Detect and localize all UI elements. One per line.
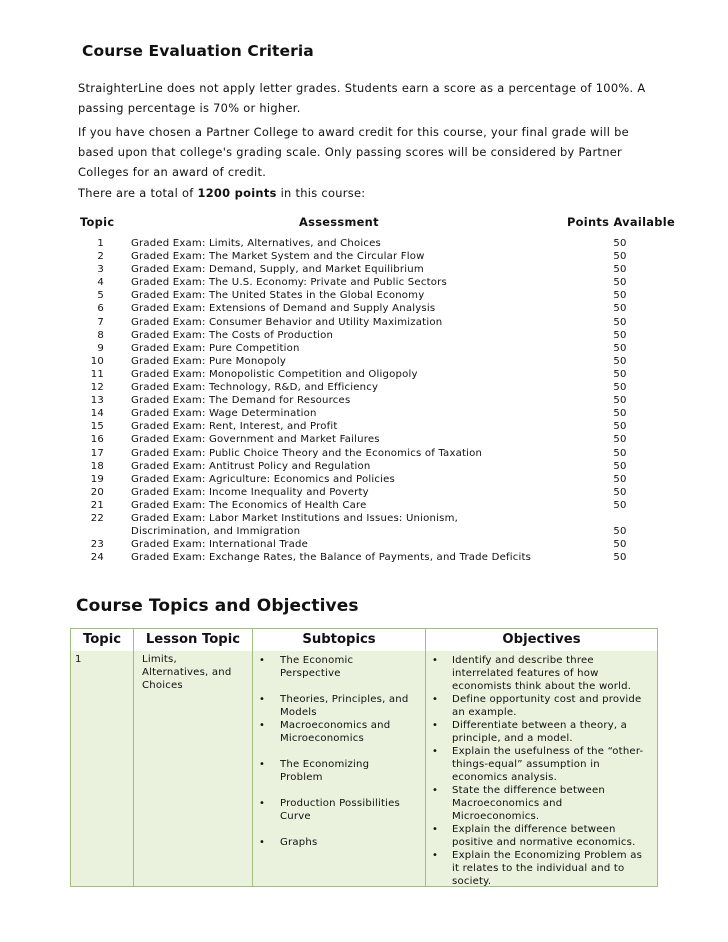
table-row (0, 250, 728, 263)
objective-text (452, 693, 653, 719)
bullet-icon: • (432, 720, 439, 731)
objectives-column (426, 629, 657, 886)
table-row (0, 316, 728, 329)
subtopic-line: The Economic (280, 655, 354, 666)
row-assessment: Graded Exam: Pure Monopoly (131, 355, 287, 367)
table-row (0, 473, 728, 486)
table-row (0, 263, 728, 276)
subtopics-cell (253, 651, 425, 886)
objective-line: Identify and describe three (452, 655, 594, 666)
bullet-icon: • (432, 850, 439, 861)
subtopic-line: Microeconomics (280, 733, 364, 745)
table-row (0, 302, 728, 315)
row-points: 50 (613, 251, 627, 263)
total-prefix: There are a total of (78, 186, 198, 200)
subtopic-line: Macroeconomics and (280, 720, 391, 731)
table-row (0, 512, 728, 538)
objective-text (452, 849, 653, 888)
total-points-sentence (78, 183, 678, 203)
row-topic-number: 21 (90, 499, 104, 511)
lesson-line: Limits, (142, 654, 177, 665)
bullet-icon: • (259, 694, 266, 705)
bullet-icon: • (259, 720, 266, 731)
row-points: 50 (613, 552, 627, 564)
table-row (0, 237, 728, 250)
row-assessment: Graded Exam: Limits, Alternatives, and Choices (131, 238, 381, 249)
table-row (0, 551, 728, 564)
subtopic-line: The Economizing (280, 759, 370, 770)
objective-line: positive and normative economics. (452, 837, 636, 849)
row-topic-number: 2 (97, 251, 104, 263)
subtopic-text (280, 797, 421, 823)
objective-text (452, 719, 653, 745)
row-assessment: Graded Exam: The United States in the Global Economy (131, 290, 425, 302)
table-row (0, 499, 728, 512)
topics-heading: Course Topics and Objectives (76, 596, 359, 616)
subtopic-line: Curve (280, 811, 311, 823)
topic-column (71, 629, 134, 886)
paragraph-line: passing percentage is 70% or higher. (78, 101, 301, 115)
row-assessment: Graded Exam: Demand, Supply, and Market Equilibrium (131, 264, 424, 276)
row-topic-number: 3 (97, 264, 104, 276)
table-row (0, 381, 728, 394)
objective-line: economics analysis. (452, 772, 558, 784)
row-topic-number: 10 (90, 355, 104, 367)
table-row (0, 394, 728, 407)
paragraph-line: If you have chosen a Partner College to award credit for this course, your final grade will be (78, 125, 629, 139)
objective-line: Define opportunity cost and provide (452, 694, 642, 705)
bullet-icon: • (432, 655, 439, 666)
row-assessment: Graded Exam: The U.S. Economy: Private and Public Sectors (131, 277, 447, 289)
row-points: 50 (613, 460, 627, 472)
objective-line: Explain the Economizing Problem as (452, 850, 643, 861)
table-row (0, 538, 728, 551)
row-points: 50 (613, 303, 627, 315)
row-assessment: Graded Exam: Public Choice Theory and the Economics of Taxation (131, 447, 483, 459)
row-points: 50 (613, 434, 627, 446)
lesson-cell (134, 651, 252, 886)
row-topic-number: 14 (90, 408, 104, 420)
row-assessment-line: Discrimination, and Immigration (131, 526, 301, 538)
objective-line: State the difference between (452, 785, 605, 796)
row-assessment: Graded Exam: Income Inequality and Poverty (131, 486, 369, 498)
row-points: 50 (613, 421, 627, 433)
objective-line: Explain the usefulness of the “other- (452, 746, 644, 757)
table-row (0, 368, 728, 381)
row-points: 50 (613, 539, 627, 551)
row-topic-number: 4 (97, 277, 104, 289)
table-row (0, 329, 728, 342)
row-points: 50 (613, 473, 627, 485)
lesson-topic (142, 653, 248, 692)
row-points: 50 (613, 447, 627, 459)
row-assessment: Graded Exam: The Market System and the Circular Flow (131, 251, 425, 263)
lesson-line: Choices (142, 680, 183, 692)
subtopic-text (280, 693, 421, 719)
bullet-icon: • (259, 655, 266, 666)
grading-paragraph (78, 78, 678, 118)
subtopic-line: Perspective (280, 668, 341, 680)
row-points: 50 (613, 499, 627, 511)
row-topic-number: 9 (97, 342, 104, 354)
table-row (0, 355, 728, 368)
row-assessment: Graded Exam: Wage Determination (131, 408, 317, 420)
row-topic-number: 1 (97, 238, 104, 249)
total-points: 1200 points (197, 186, 277, 200)
lesson-column-header: Lesson Topic (134, 629, 252, 652)
topic-column-header: Topic (71, 629, 133, 652)
column-points-header: Points Available (567, 215, 675, 229)
objective-line: interrelated features of how (452, 668, 599, 680)
row-points: 50 (613, 395, 627, 407)
lesson-line: Alternatives, and (142, 667, 232, 679)
row-assessment: Graded Exam: Extensions of Demand and Supply Analysis (131, 303, 436, 315)
row-topic-number: 15 (90, 421, 104, 433)
subtopic-line: Problem (280, 772, 323, 784)
row-points: 50 (613, 277, 627, 289)
lesson-column (134, 629, 253, 886)
evaluation-heading: Course Evaluation Criteria (82, 42, 314, 60)
topic-number: 1 (75, 654, 82, 665)
evaluation-table-body (0, 237, 728, 564)
paragraph-line: StraighterLine does not apply letter grades. Students earn a score as a percentage of 100%. A (78, 81, 646, 95)
row-assessment: Graded Exam: Technology, R&D, and Efficiency (131, 382, 379, 394)
row-points: 50 (613, 290, 627, 302)
evaluation-table-header (0, 213, 728, 231)
row-topic-number: 22 (90, 512, 104, 524)
subtopic-line: Models (280, 707, 317, 719)
row-assessment: Graded Exam: The Costs of Production (131, 329, 334, 341)
row-points: 50 (613, 382, 627, 394)
total-suffix: in this course: (276, 186, 366, 200)
objective-text (452, 823, 653, 849)
bullet-icon: • (259, 798, 266, 809)
row-points: 50 (613, 408, 627, 420)
row-assessment: Graded Exam: Pure Competition (131, 342, 300, 354)
row-topic-number: 13 (90, 395, 104, 407)
subtopic-text (280, 719, 421, 745)
row-points: 50 (613, 329, 627, 341)
table-row (0, 342, 728, 355)
row-topic-number: 8 (97, 329, 104, 341)
topics-table (70, 628, 658, 887)
row-assessment-line: Graded Exam: Labor Market Institutions and Issues: Unionism, (131, 512, 459, 524)
objective-line: Explain the difference between (452, 824, 616, 835)
objective-line: economists think about the world. (452, 681, 632, 693)
column-topic-header: Topic (80, 215, 115, 229)
subtopic-line: Production Possibilities (280, 798, 400, 809)
table-row (0, 460, 728, 473)
subtopic-text (280, 654, 421, 680)
partner-college-paragraph (78, 122, 678, 182)
row-points: 50 (613, 355, 627, 367)
objectives-column-header: Objectives (426, 629, 657, 652)
table-row (0, 407, 728, 420)
objective-line: Microeconomics. (452, 811, 540, 823)
row-assessment: Graded Exam: International Trade (131, 539, 309, 551)
row-topic-number: 12 (90, 382, 104, 394)
topic-cell (71, 651, 133, 886)
row-assessment: Graded Exam: The Economics of Health Care (131, 499, 367, 511)
objective-text (452, 654, 653, 693)
column-assessment-header: Assessment (299, 215, 379, 229)
row-topic-number: 11 (90, 368, 104, 380)
row-assessment: Graded Exam: Antitrust Policy and Regulation (131, 460, 371, 472)
bullet-icon: • (259, 837, 266, 848)
table-row (0, 486, 728, 499)
paragraph-line: based upon that college's grading scale. Only passing scores will be considered by Partner (78, 145, 623, 159)
objective-line: it relates to the individual and to (452, 863, 625, 875)
row-topic-number: 23 (90, 539, 104, 551)
row-points: 50 (613, 264, 627, 276)
subtopics-column-header: Subtopics (253, 629, 425, 652)
row-assessment: Graded Exam: The Demand for Resources (131, 395, 351, 407)
row-topic-number: 18 (90, 460, 104, 472)
objective-line: things-equal” assumption in (452, 759, 600, 771)
objective-text (452, 784, 653, 823)
objective-line: Macroeconomics and (452, 798, 563, 810)
row-topic-number: 17 (90, 447, 104, 459)
row-topic-number: 5 (97, 290, 104, 302)
row-assessment: Graded Exam: Agriculture: Economics and Policies (131, 473, 395, 485)
row-points: 50 (613, 486, 627, 498)
bullet-icon: • (432, 785, 439, 796)
row-topic-number: 6 (97, 303, 104, 315)
row-points: 50 (613, 526, 627, 538)
bullet-icon: • (432, 746, 439, 757)
row-topic-number: 16 (90, 434, 104, 446)
objective-line: Differentiate between a theory, a (452, 720, 628, 731)
row-assessment (131, 512, 571, 538)
objectives-cell (426, 651, 657, 886)
table-row (0, 420, 728, 433)
subtopic-text (280, 758, 421, 784)
row-points: 50 (613, 238, 627, 249)
subtopic-line: Theories, Principles, and (280, 694, 409, 705)
table-row (0, 433, 728, 446)
row-assessment: Graded Exam: Exchange Rates, the Balance of Payments, and Trade Deficits (131, 552, 532, 564)
row-topic-number: 20 (90, 486, 104, 498)
objective-line: an example. (452, 707, 517, 719)
row-topic-number: 7 (97, 316, 104, 328)
row-assessment: Graded Exam: Rent, Interest, and Profit (131, 421, 338, 433)
row-assessment: Graded Exam: Monopolistic Competition and Oligopoly (131, 368, 418, 380)
bullet-icon: • (432, 824, 439, 835)
objective-text (452, 745, 653, 784)
objective-line: society. (452, 876, 492, 888)
subtopics-column (253, 629, 426, 886)
table-row (0, 447, 728, 460)
paragraph-line: Colleges for an award of credit. (78, 165, 267, 179)
row-points: 50 (613, 342, 627, 354)
row-topic-number: 24 (90, 552, 104, 564)
table-row (0, 276, 728, 289)
row-topic-number: 19 (90, 473, 104, 485)
table-row (0, 289, 728, 302)
row-points: 50 (613, 316, 627, 328)
row-points: 50 (613, 368, 627, 380)
objective-line: principle, and a model. (452, 733, 573, 745)
subtopic-text (280, 836, 421, 849)
bullet-icon: • (259, 759, 266, 770)
subtopic-line: Graphs (280, 837, 318, 848)
row-assessment: Graded Exam: Consumer Behavior and Utility Maximization (131, 316, 443, 328)
bullet-icon: • (432, 694, 439, 705)
row-assessment: Graded Exam: Government and Market Failures (131, 434, 380, 446)
